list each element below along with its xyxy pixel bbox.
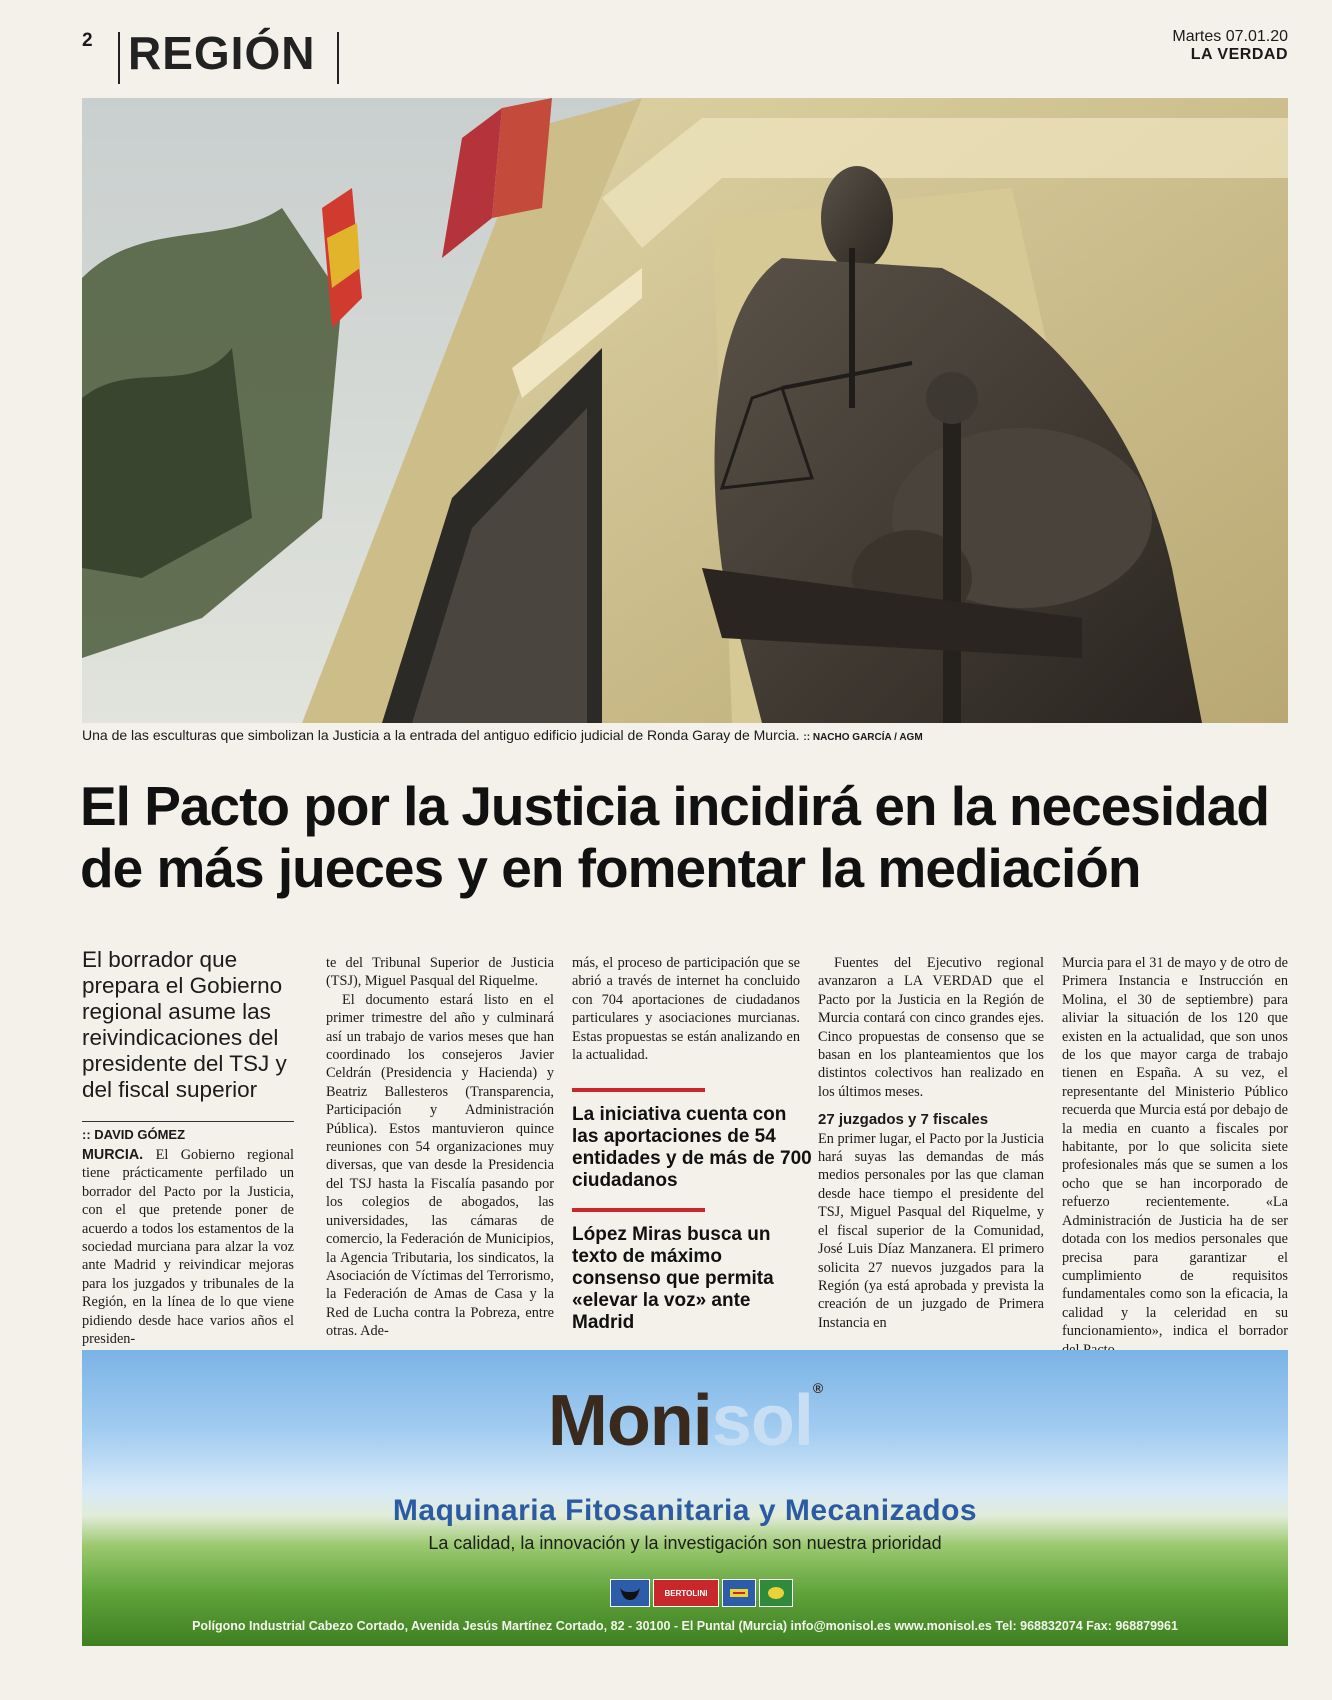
headline: El Pacto por la Justicia incidirá en la necesidad de más jueces y en fomentar la mediación xyxy=(80,775,1269,899)
ad-contact-info: Polígono Industrial Cabezo Cortado, Avenida Jesús Martínez Cortado, 82 - 30100 - El Puntal (Murcia) info@monisol.es www.monisol.es Tel: 968832074 Fax: 968879961 xyxy=(192,1619,1178,1633)
dateline xyxy=(1172,28,1288,64)
brand-logo-icon xyxy=(759,1579,793,1607)
ad-subtitle: La calidad, la innovación y la investigación son nuestra prioridad xyxy=(428,1533,942,1553)
newspaper-name: LA VERDAD xyxy=(1190,46,1288,63)
page-number: 2 xyxy=(82,30,93,51)
pull-quote: López Miras busca un texto de máximo consenso que permita «elevar la voz» ante Madrid xyxy=(572,1224,774,1333)
article-column-5 xyxy=(1062,954,1288,1359)
paragraph: El documento estará listo en el primer trimestre del año y culminará así un trabajo de varios meses que han coordinado los consejeros Javier Celdrán (Presidencia y Hacienda) y Beatriz Ballesteros (Transparencia, Participación y Administración Pública). Estos mantuvieron quince reuniones con 54 organizaciones muy diversas, que van desde la Presidencia del TSJ hasta la Fiscalía pasando por los colegios de abogados, las universidades, las cámaras de comercio, la Federación de Municipios, la Agencia Tributaria, los sindicatos, la Asociación de Víctimas del Terrorismo, la Federación de Amas de Casa y la Red de Lucha contra la Pobreza, entre otras. Ade- xyxy=(326,991,554,1340)
lead-photo xyxy=(82,98,1288,723)
bull-logo-icon xyxy=(610,1579,650,1607)
photo-credit: :: NACHO GARCÍA / AGM xyxy=(803,732,923,743)
brand-logo-icon xyxy=(722,1579,756,1607)
monisol-logo: Monisol® xyxy=(547,1380,823,1461)
paragraph: te del Tribunal Superior de Justicia (TSJ), Miguel Pasqual del Riquelme. xyxy=(326,955,554,990)
paragraph: más, el proceso de participación que se abrió a través de internet ha concluido con 704 aportaciones de ciudadanos particulares y asociaciones murcianas. Estas propuestas se están analizando en la actualidad. xyxy=(572,955,800,1064)
article-column-4 xyxy=(818,954,1044,1332)
byline: :: DAVID GÓMEZ xyxy=(82,1121,294,1142)
section-divider xyxy=(337,32,339,84)
section-divider xyxy=(118,32,120,84)
pull-quote-rule xyxy=(572,1208,705,1212)
ad-tagline: Maquinaria Fitosanitaria y Mecanizados xyxy=(392,1494,978,1527)
article-column-2 xyxy=(326,954,554,1341)
paragraph: El Gobierno regional tiene prácticamente perfilado un borrador del Pacto por la Justicia, con el que pretende poner de acuerdo a todos los estamentos de la sociedad murciana para alzar la voz ante Madrid y reivindicar mejoras para los juzgados y tribunales de la Región, en la línea de lo que viene pidiendo desde hace varios años el presiden- xyxy=(82,1147,294,1348)
brand-logos xyxy=(610,1579,793,1607)
deck: El borrador que prepara el Gobierno regional asume las reivindicaciones del presidente del TSJ y del fiscal superior xyxy=(82,947,287,1102)
paragraph: Fuentes del Ejecutivo regional avanzaron a LA VERDAD que el Pacto por la Justicia en la Región de Murcia contará con cinco grandes ejes. Cinco propuestas de consenso que se basan en los planteamientos que los distintos colectivos han realizado en los últimos meses. xyxy=(818,955,1044,1100)
bertolini-logo: BERTOLINI xyxy=(653,1579,719,1607)
paragraph: Murcia para el 31 de mayo y de otro de Primera Instancia e Instrucción en Molina, el 30 de septiembre) para aliviar la situación de los 120 que existen en la actualidad, que son unos de los que mayor carga de trabajo tienen en España. A su vez, el representante del Ministerio Público recuerda que Murcia está por debajo de la media en cuanto a fiscales por habitante, por lo que solicita siete profesionales más que se sumen a los ocho que se han incorporado de refuerzo recientemente. «La Administración de Justicia ha de ser dotada con los medios personales que precisa para garantizar el cumplimiento de requisitos fundamentales como son la eficacia, la calidad y la celeridad en su funcionamiento», indica el borrador xyxy=(1062,955,1288,1340)
registered-mark: ® xyxy=(812,1380,823,1396)
photo-caption xyxy=(82,727,1288,743)
article-column-3 xyxy=(572,954,800,1064)
issue-date: Martes 07.01.20 xyxy=(1172,28,1288,45)
dateline-city: MURCIA. xyxy=(82,1147,144,1163)
subheading: 27 juzgados y 7 fiscales xyxy=(818,1111,989,1129)
pull-quote-rule xyxy=(572,1088,705,1092)
caption-text: Una de las esculturas que simbolizan la Justicia a la entrada del antiguo edificio judicial de Ronda Garay de Murcia. xyxy=(82,727,800,743)
paragraph: En primer lugar, el Pacto por la Justicia hará suyas las demandas de más medios personales por las que claman desde hace tiempo el presidente del TSJ, Miguel Pasqual del Riquelme, y el fiscal superior de la Comunidad, José Luis Díaz Manzanera. El primero solicita 27 nuevos juzgados para la Región (ya está aprobada y prevista la creación de un juzgado de Primera Instancia en xyxy=(818,1130,1044,1331)
section-title: REGIÓN xyxy=(128,27,316,79)
justice-sculpture-illustration xyxy=(82,98,1288,723)
pull-quote: La iniciativa cuenta con las aportaciones de 54 entidades y de más de 700 ciudadanos xyxy=(572,1104,812,1191)
article-column-1 xyxy=(82,1146,294,1348)
monisol-advertisement[interactable] xyxy=(82,1350,1288,1646)
